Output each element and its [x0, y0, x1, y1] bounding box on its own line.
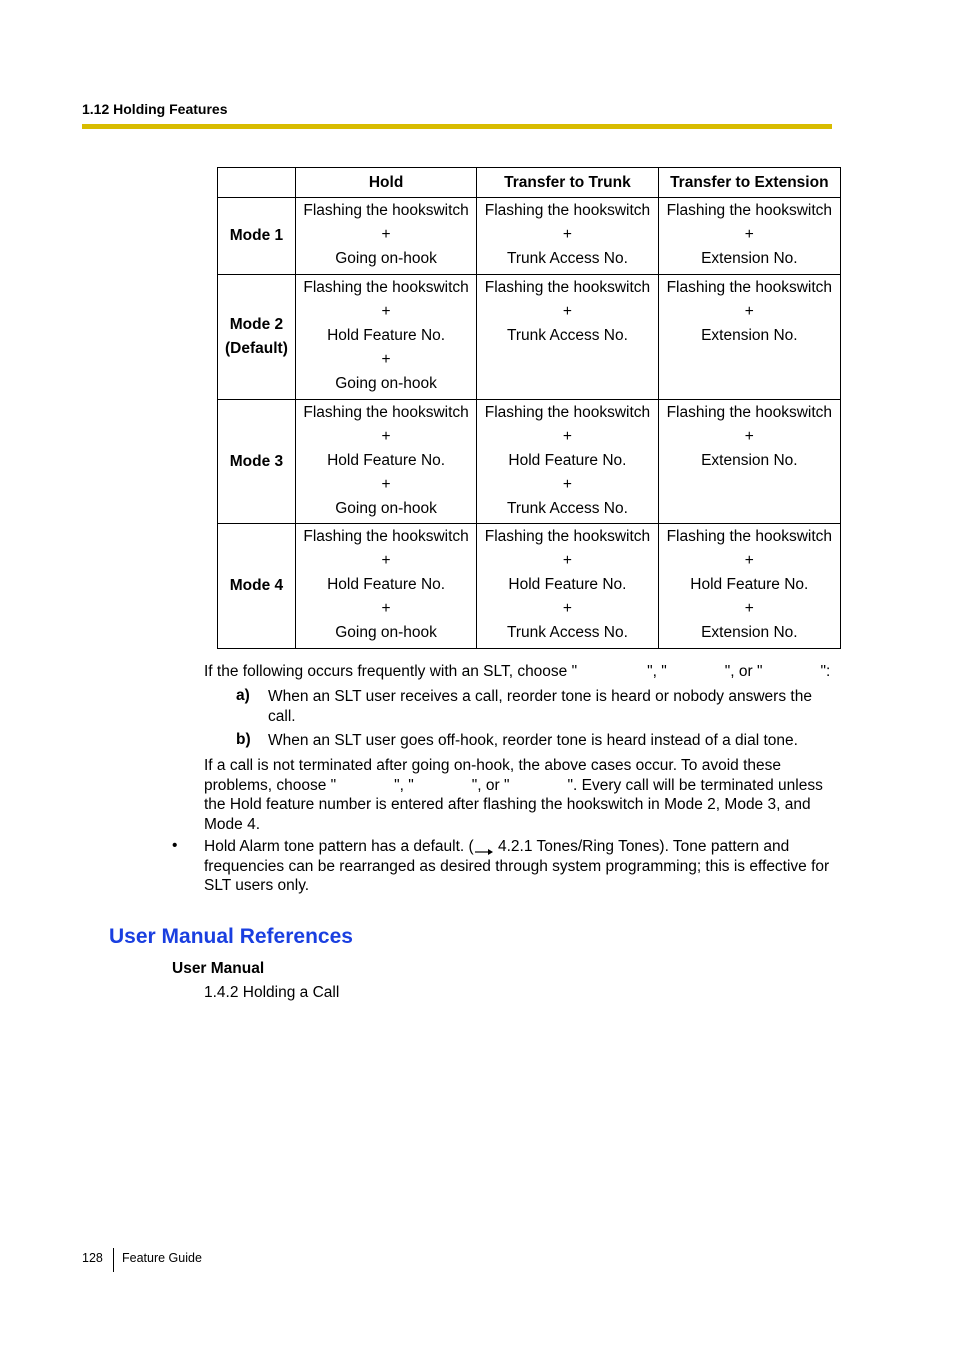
cell-line: Flashing the hookswitch — [666, 528, 833, 545]
right-arrow-icon — [474, 842, 494, 852]
table-header-cell: Transfer to Extension — [658, 168, 840, 198]
table-cell — [295, 524, 476, 649]
bullet-icon: • — [172, 837, 178, 854]
cell-line: + — [381, 552, 391, 569]
cell-line: Going on-hook — [335, 375, 437, 392]
cell-line: + — [744, 428, 754, 445]
cell-line: Trunk Access No. — [507, 624, 628, 641]
note-intro-text: ", " — [647, 663, 667, 680]
note-intro-text: ": — [820, 663, 831, 680]
item-b-label: b) — [236, 731, 251, 748]
table-cell — [658, 400, 840, 524]
cell-line: + — [744, 552, 754, 569]
cell-line: + — [744, 303, 754, 320]
cell-line: Flashing the hookswitch — [484, 528, 651, 545]
table-row — [218, 524, 841, 649]
cell-line: Hold Feature No. — [327, 452, 446, 469]
table-row — [218, 400, 841, 524]
cell-line: Extension No. — [701, 624, 798, 641]
cell-line: Trunk Access No. — [507, 327, 628, 344]
note-intro — [204, 662, 844, 682]
cell-line: Extension No. — [701, 250, 798, 267]
cell-line: + — [381, 351, 391, 368]
cell-line: Hold Feature No. — [327, 327, 446, 344]
row-label: Mode 2 — [229, 316, 284, 333]
table-cell — [477, 400, 658, 524]
cell-line: Flashing the hookswitch — [303, 528, 469, 545]
table-row — [218, 198, 841, 275]
cell-line: + — [562, 476, 572, 493]
item-b-text: When an SLT user goes off-hook, reorder tone is heard instead of a dial tone. — [268, 732, 798, 749]
header-rule — [82, 124, 832, 129]
table-cell — [658, 275, 840, 400]
cell-line: Flashing the hookswitch — [484, 279, 651, 296]
references-subheading: User Manual — [172, 960, 265, 977]
table-row — [218, 275, 841, 400]
cell-line: Extension No. — [701, 452, 798, 469]
row-label-cell — [218, 400, 296, 524]
cell-line: Extension No. — [701, 327, 798, 344]
cell-line: Hold Feature No. — [690, 576, 809, 593]
row-label: Mode 4 — [229, 577, 284, 594]
bullet-text — [204, 837, 834, 896]
cell-line: + — [562, 552, 572, 569]
cell-line: + — [381, 226, 391, 243]
table-cell — [295, 400, 476, 524]
table-cell — [295, 198, 476, 275]
note-terminate-text: ". Every call will be terminated unless the Hold feature number is entered after flashing the hookswitch in Mode 2, Mode 3, and Mode 4. — [204, 776, 823, 833]
table-cell — [477, 524, 658, 649]
item-a-text: When an SLT user receives a call, reorder tone is heard or nobody answers the call. — [268, 688, 812, 725]
row-label-cell — [218, 198, 296, 275]
cell-line: Flashing the hookswitch — [303, 404, 469, 421]
cell-line: + — [381, 476, 391, 493]
cell-line: Flashing the hookswitch — [484, 404, 651, 421]
row-label-cell — [218, 275, 296, 400]
table-cell — [658, 198, 840, 275]
row-label-cell — [218, 524, 296, 649]
note-intro-text: ", or " — [724, 663, 763, 680]
section-header: 1.12 Holding Features — [82, 101, 228, 117]
cell-line: + — [562, 226, 572, 243]
footer-doc-title: Feature Guide — [122, 1251, 202, 1265]
table-cell — [477, 275, 658, 400]
cell-line: Going on-hook — [335, 250, 437, 267]
bullet-text-part: Hold Alarm tone pattern has a default. ( — [204, 838, 474, 855]
note-terminate-text: ", or " — [471, 776, 510, 794]
table-header-cell — [218, 168, 296, 198]
cell-line: + — [744, 226, 754, 243]
item-a-label: a) — [236, 687, 250, 704]
cell-line: + — [562, 600, 572, 617]
row-label: Mode 3 — [229, 452, 284, 470]
table-cell — [295, 275, 476, 400]
cell-line: Going on-hook — [335, 500, 437, 517]
cell-line: + — [562, 428, 572, 445]
table-cell — [658, 524, 840, 649]
cell-line: Flashing the hookswitch — [666, 279, 833, 296]
note-terminate-text: ", " — [394, 776, 414, 794]
cell-line: + — [744, 600, 754, 617]
references-heading: User Manual References — [109, 925, 353, 948]
reference-item: 1.4.2 Holding a Call — [204, 984, 340, 1001]
note-terminate-text: If a call is not terminated after going on-hook, the above cases occur. To avoid these problems, choose " — [204, 757, 782, 794]
bullet-text-part: 4.2.1 Tones/Ring Tones). Tone pattern and frequencies can be rearranged as desired through system programming; this is effective for SLT users only. — [204, 838, 830, 894]
cell-line: Flashing the hookswitch — [666, 202, 833, 219]
cell-line: Hold Feature No. — [508, 576, 627, 593]
cell-line: Flashing the hookswitch — [303, 279, 469, 296]
cell-line: Hold Feature No. — [327, 576, 446, 593]
cell-line: Flashing the hookswitch — [666, 404, 833, 421]
cell-line: + — [381, 303, 391, 320]
cell-line: Hold Feature No. — [508, 452, 627, 469]
cell-line: Going on-hook — [335, 624, 437, 641]
table-header-row — [218, 168, 841, 198]
cell-line: Trunk Access No. — [507, 500, 628, 517]
row-label: Mode 1 — [229, 227, 284, 244]
table-header-cell: Transfer to Trunk — [477, 168, 658, 198]
footer-divider — [113, 1248, 114, 1272]
table-header-cell: Hold — [295, 168, 476, 198]
cell-line: + — [562, 303, 572, 320]
table-cell — [477, 198, 658, 275]
cell-line: + — [381, 428, 391, 445]
page-number: 128 — [82, 1251, 103, 1265]
note-intro-text: If the following occurs frequently with an SLT, choose " — [204, 663, 578, 680]
cell-line: Trunk Access No. — [507, 250, 628, 267]
note-terminate — [204, 756, 834, 834]
cell-line: Flashing the hookswitch — [484, 202, 651, 219]
cell-line: + — [381, 600, 391, 617]
row-label: (Default) — [225, 340, 288, 357]
mode-comparison-table — [217, 167, 841, 649]
cell-line: Flashing the hookswitch — [303, 202, 469, 219]
